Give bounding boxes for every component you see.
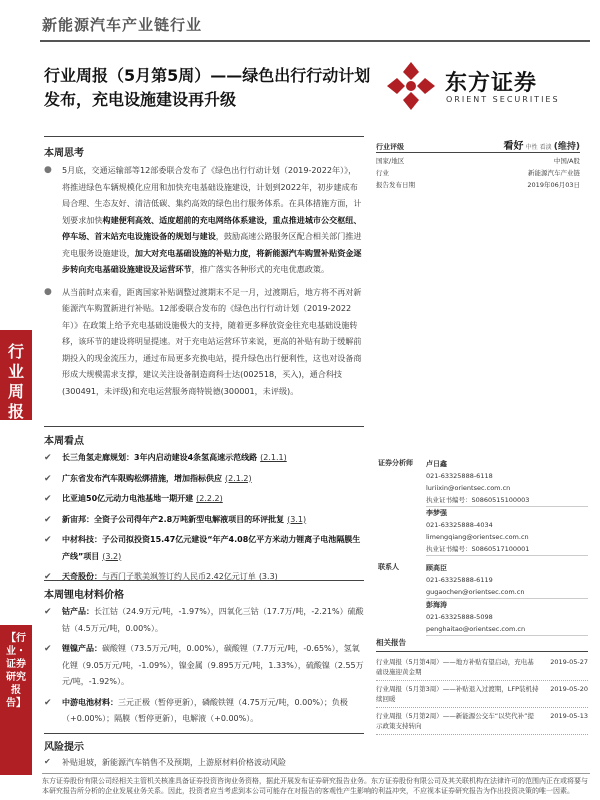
text-run: ，鼓励高速公路服务区配合相关部门推进充电服务设施建设， <box>62 231 362 258</box>
analyst-name: 李梦强 <box>426 509 447 517</box>
section-ref-link[interactable]: (2.2.2) <box>196 494 223 503</box>
highlight-item <box>44 471 364 488</box>
text-run-bold: 加大对充电基础设施的补贴力度，将新能源汽车购置补贴资金逐步转向充电基础设施建设及运营环节 <box>62 247 362 274</box>
check-icon: ✔ <box>44 453 52 463</box>
rating-label: 行业评级 <box>376 143 404 151</box>
section-divider <box>44 733 364 734</box>
price-text: 碳酸锂（73.5万元/吨，0.00%），碳酸锂（7.7万元/吨，-0.65%），氢氧化锂（9.05万元/吨，-1.09%），镍金属（9.895万元/吨，1.33%），硫酸镍（2.55万元/吨，-1.92%）。 <box>62 644 364 686</box>
price-category: 中游电池材料： <box>62 697 118 707</box>
rating-row <box>376 180 580 192</box>
rating-row <box>376 168 580 180</box>
thought-paragraph <box>44 284 364 400</box>
analyst-phone: 021-63325888-6118 <box>426 472 493 480</box>
analyst-cert: 执业证书编号：S0860515100003 <box>426 496 530 504</box>
week-highlights-heading: 本周看点 <box>44 436 84 447</box>
contact-phone: 021-63325888-5098 <box>426 613 493 621</box>
risk-heading: 风险提示 <box>44 742 84 753</box>
rating-maintain: (维持) <box>553 142 580 152</box>
rating-table <box>376 137 580 192</box>
rating-key: 报告发布日期 <box>376 181 415 189</box>
section-divider <box>44 580 364 581</box>
related-report-item[interactable] <box>376 708 588 735</box>
section-divider <box>44 426 364 427</box>
sector-header: 新能源汽车产业链行业 <box>42 16 203 34</box>
text-run-bold: 构建便利高效、适度超前的充电网络体系建设，重点推进城市公交枢纽、停车场、首末站充电设施设备的规划与建设 <box>62 214 362 241</box>
price-category: 钴产品： <box>62 607 94 616</box>
contact-email[interactable]: gugaochen@orientsec.com.cn <box>426 588 525 596</box>
contact-email[interactable]: penghaitao@orientsec.com.cn <box>426 625 526 633</box>
contact-role: 联系人 <box>378 563 399 571</box>
bullet-icon: ● <box>44 286 52 297</box>
check-icon: ✔ <box>44 473 52 484</box>
price-category: 锂镍产品： <box>62 644 102 653</box>
section-ref-link[interactable]: (3.3) <box>258 572 278 581</box>
price-item <box>44 641 364 691</box>
price-text: 长江钴（24.9万元/吨，-1.97%），四氧化三钴（17.7万/吨，-2.21%）硫酸钴（4.5万元/吨，0.00%）。 <box>62 607 364 633</box>
rating-value-text: 2019年06月03日 <box>527 181 580 189</box>
related-report-title[interactable]: 行业周报（5月第2周）——新能源公交车“以奖代补”提示政策支持转向 <box>376 712 535 730</box>
header-divider <box>40 40 590 42</box>
week-thoughts-body <box>44 162 364 405</box>
metal-prices-list <box>44 604 364 732</box>
related-report-title[interactable]: 行业周报（5月第3周）——补贴退入过渡期，LFP装机持续回暖 <box>376 685 539 703</box>
price-text: 三元正极（暂停更新），磷酸铁锂（4.75万元/吨，0.00%）；负极（+0.00%）；隔膜（暂停更新），电解液（+0.00%）。 <box>62 697 348 723</box>
rating-value: 看好 <box>503 141 524 152</box>
risk-text: 补贴退坡，新能源汽车销售不及预期，上游原材料价格波动风险 <box>62 758 286 767</box>
rating-value-text: 新能源汽车产业链 <box>528 169 580 177</box>
check-icon: ✔ <box>44 757 51 766</box>
rating-key: 国家/地区 <box>376 157 405 165</box>
highlight-text-normal: 与西门子歌美飒签订约人民币2.42亿元订单 <box>102 572 256 581</box>
section-ref-link[interactable]: (2.1.2) <box>225 473 252 483</box>
highlight-text: 中材科技：子公司拟投资15.47亿元建设“年产4.08亿平方米动力锂离子电池隔膜生产线”项目 <box>62 535 361 561</box>
related-heading: 相关报告 <box>376 637 588 652</box>
section-ref-link[interactable]: (2.1.1) <box>260 453 287 462</box>
rating-option: 看淡 <box>539 144 552 151</box>
highlight-item <box>44 569 364 586</box>
price-item <box>44 604 364 637</box>
contact-info <box>426 599 588 636</box>
bullet-icon: ● <box>44 165 52 175</box>
analyst-email[interactable]: luriixin@orientsec.com.cn <box>426 484 511 492</box>
orient-logo-icon <box>385 60 437 112</box>
analyst-name: 卢日鑫 <box>426 460 447 468</box>
related-report-item[interactable] <box>376 654 588 681</box>
brand-logo <box>385 60 575 112</box>
contact-name: 顾高臣 <box>426 564 447 572</box>
thought-paragraph <box>44 162 364 278</box>
week-thoughts-heading: 本周思考 <box>44 148 84 159</box>
analyst-row <box>378 507 588 556</box>
highlight-text: 比亚迪50亿元动力电池基地一期开建 <box>62 494 194 503</box>
highlight-item <box>44 491 364 508</box>
thought-paragraph-text: 从当前时点来看，距离国家补贴调整过渡期末不足一月，过渡期后，地方将不再对新能源汽车购置新进行补贴。12部委联合发布的《绿色出行行动计划（2019-2022年）》在政策上给予充电基础设施极大的支持，随着更多释放资金往充电基础设施转移，该环节的建设将明显提速。对于充电站运营环节来说，更高的补贴有助于缓解前期投入的现金流压力，通过布局更多充换电站，提升绿色出行便利性，这也对设备商形成大规模需求支撑，建议关注设备制造商科士达(002518，买入)，通合科技(300491，未评级)和充电运营服务商特锐德(300001，未评级)。 <box>62 286 362 396</box>
related-reports <box>376 637 588 735</box>
related-report-title[interactable]: 行业周报（5月第4周）——地方补贴有望启动，充电基础设施迎黄金期 <box>376 658 534 676</box>
analyst-block <box>378 458 588 636</box>
contact-name: 彭海涛 <box>426 601 447 609</box>
check-icon: ✔ <box>44 697 52 708</box>
analyst-cert: 执业证书编号：S0860517100001 <box>426 545 530 553</box>
rating-row <box>376 156 580 168</box>
contact-role-spacer <box>378 599 426 636</box>
rating-value-text: 中国/A股 <box>553 157 580 165</box>
rating-key: 行业 <box>376 169 389 177</box>
related-report-date: 2019-05-20 <box>550 685 588 693</box>
analyst-role-spacer <box>378 507 426 556</box>
logo-en-text: ORIENT SECURITIES <box>446 95 560 104</box>
metal-prices-heading: 本周锂电材料价格 <box>44 590 124 601</box>
check-icon: ✔ <box>44 607 52 617</box>
contact-row <box>378 599 588 636</box>
highlight-text: 广东省发布汽车限购松绑措施，增加指标供应 <box>62 473 222 483</box>
logo-cn-text: 东方证券 <box>445 71 538 96</box>
analyst-email[interactable]: limengqiang@orientsec.com.cn <box>426 533 529 541</box>
section-ref-link[interactable]: (3.2) <box>102 551 122 561</box>
analyst-role: 证券分析师 <box>378 459 413 467</box>
highlight-item <box>44 532 364 565</box>
highlight-text: 新宙邦：全资子公司得年产2.8万吨新型电解液项目的环评批复 <box>62 514 285 524</box>
highlight-text: 长三角氢走廊规划：3年内启动建设4条氢高速示范线路 <box>62 453 258 462</box>
analyst-info <box>426 458 588 507</box>
highlight-text: 天奇股份： <box>62 572 102 581</box>
side-label: 行业周报 <box>7 342 24 421</box>
rating-option: 中性 <box>525 144 538 151</box>
highlights-list <box>44 450 364 590</box>
disclaimer: 东方证券股份有限公司经相关主管机关核准具备证券投资咨询业务资格，据此开展发布证券研究报告业务。东方证券股份有限公司及其关联机构在法律许可的范围内正在或将要与本研究报告所分析的企业发展业务关系。因此，投资者应当考虑到本公司可能存在对报告的客观性产生影响的利益冲突，不应视本证券研究报告为作出投资决策的唯一因素。 <box>42 773 590 796</box>
related-report-date: 2019-05-27 <box>550 658 588 666</box>
analyst-info <box>426 507 588 556</box>
related-report-date: 2019-05-13 <box>550 712 588 720</box>
section-divider <box>44 136 364 137</box>
check-icon: ✔ <box>44 514 52 525</box>
price-item <box>44 695 364 728</box>
text-run: 5月底，交通运输部等12部委联合发布了《绿色出行行动计划（2019-2022年）》，将推进绿色车辆规模化应用和加快充电基础设施建设，计划到2022年，初步建成布局合理、生态友好、清洁低碳、集约高效的绿色出行服务体系。在具体措施方面，计划要求加快 <box>62 165 362 225</box>
contact-info <box>426 562 588 599</box>
highlight-item <box>44 512 364 529</box>
check-icon: ✔ <box>44 644 52 654</box>
related-report-item[interactable] <box>376 681 588 708</box>
highlight-item <box>44 450 364 467</box>
contact-row <box>378 562 588 599</box>
side-label-2: 【行业・证券研究报告】 <box>6 633 26 709</box>
text-run: ，推广落实各种形式的充电优惠政策。 <box>191 264 330 274</box>
analyst-phone: 021-63325888-4034 <box>426 521 493 529</box>
rating-row-main <box>376 137 580 153</box>
analyst-row <box>378 458 588 507</box>
check-icon: ✔ <box>44 572 52 582</box>
section-ref-link[interactable]: (3.1) <box>287 514 307 524</box>
check-icon: ✔ <box>44 494 52 504</box>
contact-phone: 021-63325888-6119 <box>426 576 493 584</box>
thought-paragraph-text <box>62 162 364 278</box>
check-icon: ✔ <box>44 535 52 545</box>
report-title: 行业周报（5月第5周）——绿色出行行动计划发布，充电设施建设再升级 <box>44 66 371 109</box>
